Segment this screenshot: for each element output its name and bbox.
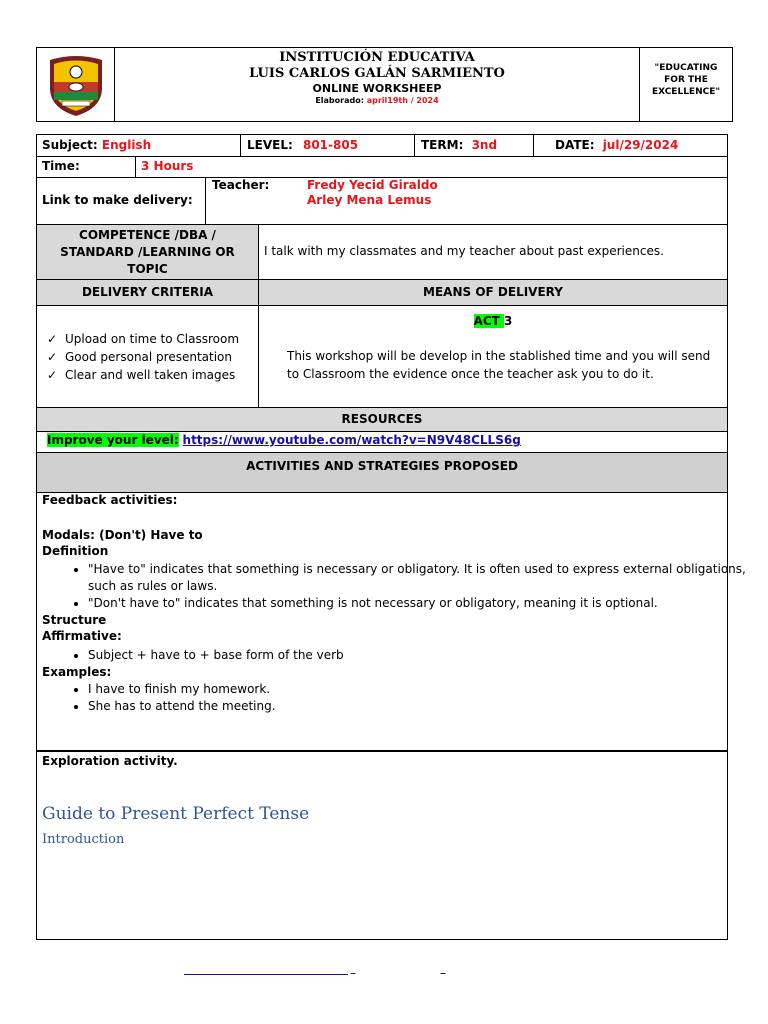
subject-row <box>36 134 728 157</box>
structure-title: Structure <box>42 613 107 627</box>
school-name: LUIS CARLOS GALÁN SARMIENTO <box>249 66 505 81</box>
list-item: • "Don't have to" indicates that something is not necessary or obligatory, meaning it is optional. <box>88 595 758 612</box>
feedback-title: Feedback activities: <box>42 493 178 507</box>
list-item <box>47 366 257 384</box>
institution-name: INSTITUCIÓN EDUCATIVA <box>279 50 475 65</box>
list-item: • She has to attend the meeting. <box>88 698 758 715</box>
activities-header-row <box>36 453 728 493</box>
level-cell <box>247 138 358 152</box>
time-label: Time: <box>42 159 80 173</box>
youtube-link[interactable]: https://www.youtube.com/watch?v=N9V48CLLS6g <box>182 433 521 447</box>
list-item: • Subject + have to + base form of the verb <box>88 647 758 664</box>
motto-line: "EDUCATING <box>654 63 718 73</box>
modals-title: Modals: (Don't) Have to <box>42 528 203 542</box>
resources-header: RESOURCES <box>341 412 423 426</box>
definition-title: Definition <box>42 544 109 558</box>
competence-text: I talk with my classmates and my teacher about past experiences. <box>264 244 664 258</box>
competence-label-line: STANDARD /LEARNING OR <box>60 245 235 259</box>
resources-header-row <box>36 408 728 432</box>
link-label: Link to make delivery: <box>42 193 193 207</box>
criteria-text: Good personal presentation <box>65 350 233 364</box>
time-row <box>36 156 728 178</box>
footer-link-line <box>184 974 348 975</box>
list-item: • "Have to" indicates that something is necessary or obligatory. It is often used to express external obligations, such as rules or laws. <box>88 561 758 595</box>
time-value: 3 Hours <box>141 159 194 173</box>
exploration-title: Exploration activity. <box>42 754 178 768</box>
teacher-label: Teacher: <box>212 178 270 192</box>
school-header <box>36 47 733 122</box>
examples-list <box>42 681 758 715</box>
term-label: TERM: <box>421 138 464 152</box>
elaborado-line <box>115 95 639 106</box>
date-cell <box>555 138 678 152</box>
activities-content <box>36 492 746 751</box>
competence-label <box>37 225 258 279</box>
level-label: LEVEL: <box>247 138 293 152</box>
link-teacher-row <box>36 177 728 225</box>
act-label: ACT <box>473 314 505 328</box>
definition-list <box>42 561 758 612</box>
teacher-name: Arley Mena Lemus <box>307 193 432 207</box>
means-text: This workshop will be develop in the stablished time and you will send to Classroom the evidence once the teacher ask you to do it. <box>287 349 711 381</box>
school-shield-logo <box>46 52 106 118</box>
delivery-header-row <box>36 280 728 306</box>
footer-dash: – <box>350 966 356 980</box>
checkmark-icon: ✓ <box>47 332 58 346</box>
competence-label-line: COMPETENCE /DBA / <box>79 228 216 242</box>
means-header: MEANS OF DELIVERY <box>423 285 563 299</box>
teacher-names <box>307 178 438 208</box>
motto-line: FOR THE <box>664 75 708 85</box>
subject-cell <box>42 138 151 152</box>
act-number: 3 <box>504 314 513 328</box>
list-item <box>47 330 257 348</box>
level-value: 801-805 <box>302 138 359 152</box>
criteria-header: DELIVERY CRITERIA <box>81 285 214 299</box>
criteria-text: Clear and well taken images <box>65 368 236 382</box>
improve-level-label: Improve your level: <box>47 433 179 447</box>
logo-cell <box>37 48 115 121</box>
checkmark-icon: ✓ <box>47 368 58 382</box>
competence-row <box>36 225 728 280</box>
subject-value: English <box>101 138 152 152</box>
worksheet-title: ONLINE WORKSHEEP <box>312 82 442 95</box>
delivery-content-row <box>36 306 728 408</box>
term-value: 3nd <box>471 138 498 152</box>
guide-title: Guide to Present Perfect Tense <box>42 804 310 824</box>
motto-cell <box>639 48 732 121</box>
list-item: • I have to finish my homework. <box>88 681 758 698</box>
criteria-text: Upload on time to Classroom <box>65 332 240 346</box>
date-label: DATE: <box>555 138 595 152</box>
list-item <box>47 348 257 366</box>
date-value: jul/29/2024 <box>602 138 679 152</box>
examples-title: Examples: <box>42 665 112 679</box>
motto-line: EXCELLENCE" <box>651 87 721 97</box>
title-block <box>115 50 639 106</box>
resources-link-row <box>36 431 728 453</box>
competence-label-line: TOPIC <box>127 262 168 276</box>
resources-link-line <box>47 433 521 447</box>
criteria-list <box>47 330 257 384</box>
act-line <box>259 314 727 328</box>
elaborado-label: Elaborado: <box>315 96 364 105</box>
checkmark-icon: ✓ <box>47 350 58 364</box>
exploration-section <box>36 750 728 940</box>
affirmative-title: Affirmative: <box>42 629 122 643</box>
affirmative-list <box>42 647 758 664</box>
elaborado-date: april19th / 2024 <box>366 96 439 105</box>
subject-label: Subject: <box>42 138 98 152</box>
guide-introduction: Introduction <box>42 832 125 847</box>
activities-header: ACTIVITIES AND STRATEGIES PROPOSED <box>246 459 518 473</box>
teacher-name: Fredy Yecid Giraldo <box>307 178 438 192</box>
criteria-list-cell <box>47 330 257 384</box>
footer-dash: – <box>440 966 446 980</box>
term-cell <box>421 138 497 152</box>
